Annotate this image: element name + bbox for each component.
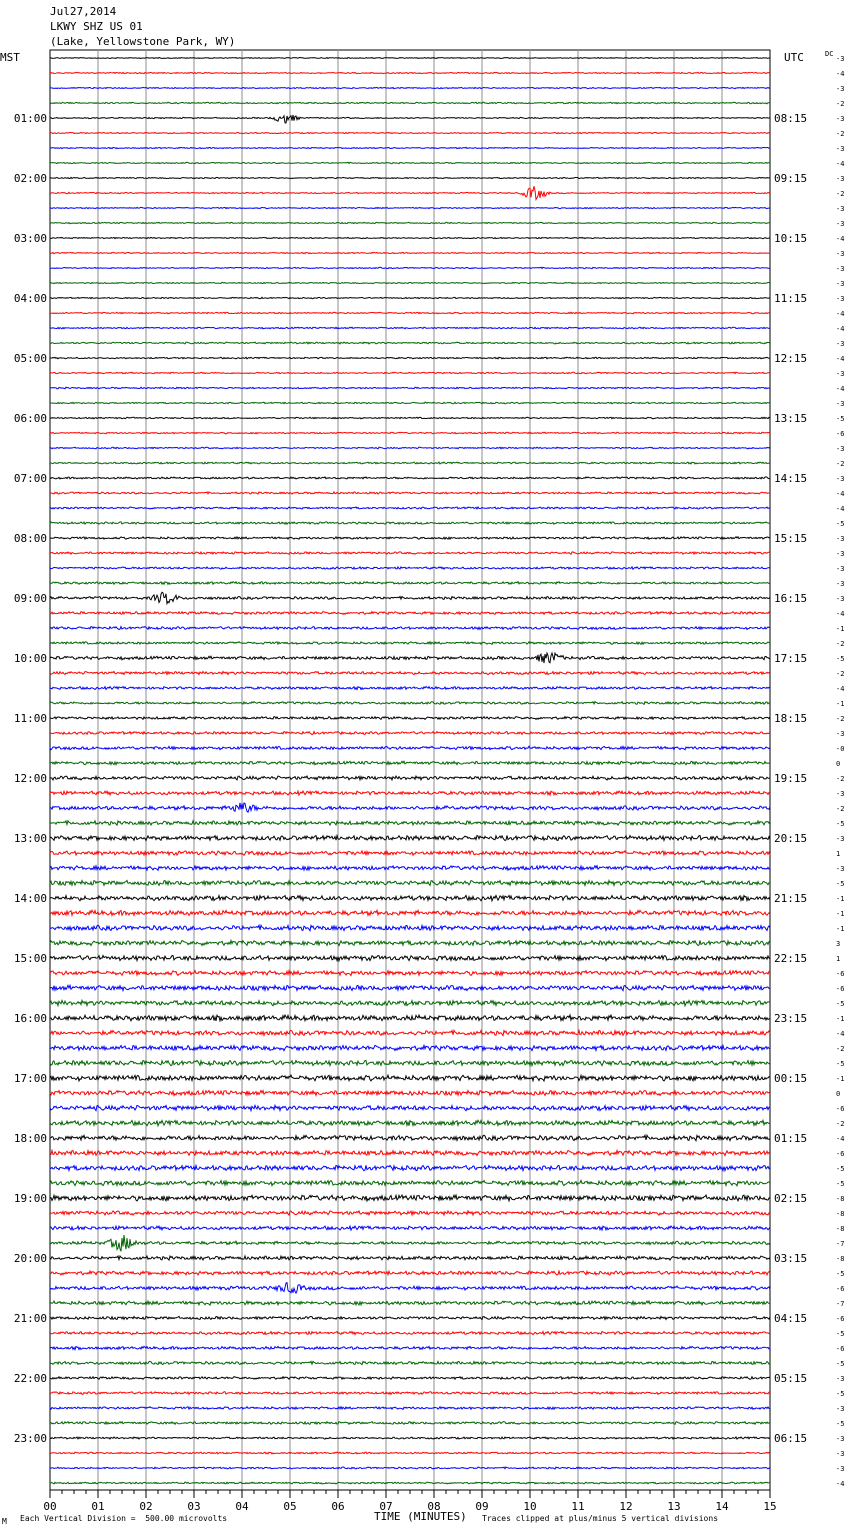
mst-hour-label: 17:00 bbox=[13, 1072, 47, 1085]
dc-offset-label: -6 bbox=[836, 1345, 845, 1353]
trace-row bbox=[50, 1091, 770, 1096]
dc-offset-label: -6 bbox=[836, 985, 845, 993]
x-tick-label: 09 bbox=[475, 1500, 489, 1513]
x-tick-label: 07 bbox=[379, 1500, 393, 1513]
traces bbox=[50, 58, 770, 1484]
dc-offset-label: -4 bbox=[836, 610, 845, 618]
trace-row bbox=[50, 1377, 770, 1380]
x-tick-label: 15 bbox=[763, 1500, 777, 1513]
trace-row bbox=[50, 312, 770, 314]
trace-row bbox=[50, 567, 770, 569]
dc-offset-label: -5 bbox=[836, 1270, 845, 1278]
utc-hour-label: 00:15 bbox=[774, 1072, 808, 1085]
dc-offset-label: -4 bbox=[836, 490, 845, 498]
utc-hour-label: 09:15 bbox=[774, 172, 808, 185]
dc-offset-label: -5 bbox=[836, 1420, 845, 1428]
dc-offset-label: -2 bbox=[836, 805, 845, 813]
utc-hour-label: 16:15 bbox=[774, 592, 808, 605]
x-tick-label: 03 bbox=[187, 1500, 201, 1513]
dc-offset-label: -0 bbox=[836, 745, 845, 753]
dc-offset-label: -4 bbox=[836, 385, 845, 393]
dc-offset-label: -8 bbox=[836, 1210, 845, 1218]
trace-row bbox=[50, 477, 770, 479]
x-tick-label: 04 bbox=[235, 1500, 249, 1513]
dc-offset-label: -3 bbox=[836, 445, 845, 453]
dc-offset-label: -3 bbox=[836, 115, 845, 123]
trace-row bbox=[50, 1151, 770, 1156]
dc-offset-label: -3 bbox=[836, 370, 845, 378]
trace-row bbox=[50, 896, 770, 901]
dc-offset-label: -4 bbox=[836, 1480, 845, 1488]
trace-row bbox=[50, 237, 770, 238]
scale-note: Each Vertical Division = 500.00 microvolts bbox=[20, 1514, 228, 1523]
utc-hour-label: 11:15 bbox=[774, 292, 808, 305]
trace-row bbox=[50, 866, 770, 871]
dc-offset-label: -1 bbox=[836, 910, 845, 918]
dc-offset-label: -3 bbox=[836, 865, 845, 873]
dc-offset-label: -3 bbox=[836, 175, 845, 183]
clip-note: Traces clipped at plus/minus 5 vertical divisions bbox=[482, 1514, 719, 1523]
trace-row bbox=[50, 1283, 770, 1294]
trace-row bbox=[50, 910, 770, 915]
dc-offset-label: -5 bbox=[836, 1165, 845, 1173]
trace-row bbox=[50, 956, 770, 961]
mst-hour-label: 20:00 bbox=[13, 1252, 47, 1265]
trace-row bbox=[50, 1467, 770, 1469]
dc-offset-label: -3 bbox=[836, 1375, 845, 1383]
dc-offset-label: -3 bbox=[836, 340, 845, 348]
trace-row bbox=[50, 1180, 770, 1185]
trace-row bbox=[50, 162, 770, 163]
dc-offset-label: -3 bbox=[836, 295, 845, 303]
dc-offset-label: -3 bbox=[836, 280, 845, 288]
trace-row bbox=[50, 186, 770, 199]
trace-row bbox=[50, 177, 770, 178]
dc-offset-label: -3 bbox=[836, 730, 845, 738]
dc-offset-label: -5 bbox=[836, 820, 845, 828]
mst-hour-label: 16:00 bbox=[13, 1012, 47, 1025]
trace-row bbox=[50, 1060, 770, 1065]
trace-row bbox=[50, 507, 770, 509]
utc-hour-label: 02:15 bbox=[774, 1192, 808, 1205]
trace-row bbox=[50, 522, 770, 524]
trace-row bbox=[50, 372, 770, 374]
utc-hour-label: 15:15 bbox=[774, 532, 808, 545]
dc-offset-label: -3 bbox=[836, 1405, 845, 1413]
dc-offset-label: -2 bbox=[836, 670, 845, 678]
utc-hour-label: 19:15 bbox=[774, 772, 808, 785]
trace-row bbox=[50, 132, 770, 133]
trace-row bbox=[50, 776, 770, 780]
mst-hour-label: 15:00 bbox=[13, 952, 47, 965]
trace-row bbox=[50, 925, 770, 931]
x-tick-label: 14 bbox=[715, 1500, 729, 1513]
mst-hour-label: 04:00 bbox=[13, 292, 47, 305]
dc-offset-label: -1 bbox=[836, 700, 845, 708]
dc-offset-label: -3 bbox=[836, 250, 845, 258]
mst-hour-label: 18:00 bbox=[13, 1132, 47, 1145]
location-label: (Lake, Yellowstone Park, WY) bbox=[50, 35, 236, 48]
trace-row bbox=[50, 851, 770, 855]
mst-hour-label: 19:00 bbox=[13, 1192, 47, 1205]
dc-offset-label: -3 bbox=[836, 1435, 845, 1443]
trace-row bbox=[50, 1332, 770, 1335]
dc-offset-label: -5 bbox=[836, 1060, 845, 1068]
dc-offset-label: -2 bbox=[836, 715, 845, 723]
dc-offset-label: -4 bbox=[836, 235, 845, 243]
trace-row bbox=[50, 1346, 770, 1349]
trace-row bbox=[50, 702, 770, 705]
dc-header: DC bbox=[825, 50, 834, 58]
trace-row bbox=[50, 1407, 770, 1410]
trace-row bbox=[50, 1075, 770, 1081]
dc-offset-label: -4 bbox=[836, 1135, 845, 1143]
dc-offset-label: -4 bbox=[836, 70, 845, 78]
dc-offset-label: -2 bbox=[836, 190, 845, 198]
dc-offset-label: -6 bbox=[836, 1150, 845, 1158]
trace-row bbox=[50, 267, 770, 268]
dc-offset-label: -2 bbox=[836, 130, 845, 138]
x-tick-label: 08 bbox=[427, 1500, 441, 1513]
utc-hour-label: 14:15 bbox=[774, 472, 808, 485]
dc-offset-label: -6 bbox=[836, 1315, 845, 1323]
trace-row bbox=[50, 941, 770, 946]
utc-hour-label: 03:15 bbox=[774, 1252, 808, 1265]
x-axis-title: TIME (MINUTES) bbox=[374, 1510, 467, 1523]
x-tick-label: 02 bbox=[139, 1500, 153, 1513]
dc-offset-label: -3 bbox=[836, 265, 845, 273]
dc-offset-label: -5 bbox=[836, 880, 845, 888]
trace-row bbox=[50, 761, 770, 764]
trace-row bbox=[50, 653, 770, 663]
trace-row bbox=[50, 1316, 770, 1319]
trace-row bbox=[50, 402, 770, 404]
dc-offset-label: -1 bbox=[836, 1075, 845, 1083]
trace-row bbox=[50, 1235, 770, 1251]
trace-row bbox=[50, 1120, 770, 1126]
dc-offset-label: -4 bbox=[836, 160, 845, 168]
dc-offset-label: -7 bbox=[836, 1240, 845, 1248]
mst-hour-label: 06:00 bbox=[13, 412, 47, 425]
mst-hour-label: 10:00 bbox=[13, 652, 47, 665]
trace-row bbox=[50, 115, 770, 123]
trace-row bbox=[50, 387, 770, 389]
dc-offset-label: -4 bbox=[836, 310, 845, 318]
dc-offset-label: -3 bbox=[836, 535, 845, 543]
dc-offset-label: -3 bbox=[836, 205, 845, 213]
trace-row bbox=[50, 1195, 770, 1201]
trace-row bbox=[50, 687, 770, 690]
dc-offset-label: -2 bbox=[836, 775, 845, 783]
dc-offset-label: -7 bbox=[836, 1300, 845, 1308]
mst-hour-label: 21:00 bbox=[13, 1312, 47, 1325]
dc-offset-label: -2 bbox=[836, 460, 845, 468]
dc-offset-label: 1 bbox=[836, 955, 841, 963]
trace-row bbox=[50, 821, 770, 825]
mst-hour-label: 09:00 bbox=[13, 592, 47, 605]
dc-offset-label: -5 bbox=[836, 655, 845, 663]
utc-hour-label: 05:15 bbox=[774, 1372, 808, 1385]
trace-row bbox=[50, 985, 770, 990]
dc-offset-label: -3 bbox=[836, 400, 845, 408]
trace-row bbox=[50, 222, 770, 223]
dc-offset-label: -3 bbox=[836, 565, 845, 573]
dc-offset-label: -8 bbox=[836, 1225, 845, 1233]
utc-hour-label: 01:15 bbox=[774, 1132, 808, 1145]
trace-row bbox=[50, 1030, 770, 1035]
dc-offset-label: -5 bbox=[836, 1330, 845, 1338]
trace-row bbox=[50, 627, 770, 630]
x-tick-label: 06 bbox=[331, 1500, 345, 1513]
trace-row bbox=[50, 1422, 770, 1425]
trace-row bbox=[50, 207, 770, 208]
trace-row bbox=[50, 537, 770, 539]
trace-row bbox=[50, 1105, 770, 1110]
trace-row bbox=[50, 717, 770, 720]
utc-hour-label: 13:15 bbox=[774, 412, 808, 425]
dc-offset-label: -3 bbox=[836, 145, 845, 153]
trace-row bbox=[50, 58, 770, 59]
trace-row bbox=[50, 881, 770, 886]
trace-row bbox=[50, 87, 770, 88]
trace-row bbox=[50, 102, 770, 104]
mst-hour-label: 11:00 bbox=[13, 712, 47, 725]
x-tick-label: 12 bbox=[619, 1500, 633, 1513]
dc-offset-label: -1 bbox=[836, 925, 845, 933]
trace-row bbox=[50, 252, 770, 253]
trace-row bbox=[50, 417, 770, 419]
trace-row bbox=[50, 1482, 770, 1484]
dc-offset-label: -5 bbox=[836, 415, 845, 423]
trace-row bbox=[50, 1165, 770, 1170]
mst-hour-label: 03:00 bbox=[13, 232, 47, 245]
x-tick-label: 10 bbox=[523, 1500, 537, 1513]
trace-row bbox=[50, 1452, 770, 1454]
utc-hour-label: 23:15 bbox=[774, 1012, 808, 1025]
trace-row bbox=[50, 1271, 770, 1275]
mst-hour-label: 01:00 bbox=[13, 112, 47, 125]
dc-offset-label: -5 bbox=[836, 1180, 845, 1188]
utc-hour-label: 06:15 bbox=[774, 1432, 808, 1445]
utc-hour-label: 08:15 bbox=[774, 112, 808, 125]
trace-row bbox=[50, 746, 770, 750]
dc-offset-label: -4 bbox=[836, 505, 845, 513]
dc-offset-label: 1 bbox=[836, 850, 841, 858]
trace-row bbox=[50, 552, 770, 554]
dc-offset-label: -3 bbox=[836, 85, 845, 93]
trace-row bbox=[50, 1045, 770, 1050]
mst-hour-label: 02:00 bbox=[13, 172, 47, 185]
mst-hour-label: 08:00 bbox=[13, 532, 47, 545]
mst-hour-label: 05:00 bbox=[13, 352, 47, 365]
trace-row bbox=[50, 327, 770, 329]
trace-row bbox=[50, 297, 770, 298]
trace-row bbox=[50, 642, 770, 645]
dc-offset-label: 0 bbox=[836, 1090, 841, 1098]
dc-offset-label: -2 bbox=[836, 1045, 845, 1053]
left-timezone-label: MST bbox=[0, 51, 20, 64]
trace-row bbox=[50, 612, 770, 615]
trace-row bbox=[50, 1211, 770, 1215]
dc-offset-label: -5 bbox=[836, 520, 845, 528]
mst-hour-label: 07:00 bbox=[13, 472, 47, 485]
trace-row bbox=[50, 462, 770, 464]
right-timezone-label: UTC bbox=[784, 51, 804, 64]
trace-row bbox=[50, 1392, 770, 1395]
utc-hour-label: 21:15 bbox=[774, 892, 808, 905]
dc-offset-label: -8 bbox=[836, 1195, 845, 1203]
utc-hour-label: 18:15 bbox=[774, 712, 808, 725]
dc-offset-label: -4 bbox=[836, 325, 845, 333]
dc-offset-label: -2 bbox=[836, 1120, 845, 1128]
corner-mark: M bbox=[2, 1517, 7, 1526]
dc-offset-label: -4 bbox=[836, 1030, 845, 1038]
trace-row bbox=[50, 432, 770, 434]
dc-offset-label: -3 bbox=[836, 790, 845, 798]
dc-offset-label: -3 bbox=[836, 55, 845, 63]
dc-offset-label: -6 bbox=[836, 1285, 845, 1293]
date-label: Jul27,2014 bbox=[50, 5, 117, 18]
trace-row bbox=[50, 791, 770, 795]
x-tick-label: 01 bbox=[91, 1500, 105, 1513]
mst-hour-label: 12:00 bbox=[13, 772, 47, 785]
dc-offset-label: -3 bbox=[836, 550, 845, 558]
trace-row bbox=[50, 342, 770, 344]
trace-row bbox=[50, 147, 770, 148]
trace-row bbox=[50, 803, 770, 812]
trace-row bbox=[50, 1135, 770, 1141]
dc-offset-label: 3 bbox=[836, 940, 841, 948]
trace-row bbox=[50, 492, 770, 494]
dc-offset-label: -2 bbox=[836, 640, 845, 648]
utc-hour-label: 20:15 bbox=[774, 832, 808, 845]
utc-hour-label: 17:15 bbox=[774, 652, 808, 665]
dc-offset-label: -1 bbox=[836, 895, 845, 903]
dc-offset-label: -8 bbox=[836, 1255, 845, 1263]
mst-hour-label: 13:00 bbox=[13, 832, 47, 845]
trace-row bbox=[50, 836, 770, 841]
utc-hour-label: 10:15 bbox=[774, 232, 808, 245]
dc-offset-label: -6 bbox=[836, 970, 845, 978]
dc-offset-label: -1 bbox=[836, 1015, 845, 1023]
dc-offset-label: -5 bbox=[836, 1390, 845, 1398]
x-tick-label: 11 bbox=[571, 1500, 585, 1513]
dc-offset-label: -3 bbox=[836, 835, 845, 843]
x-tick-label: 05 bbox=[283, 1500, 297, 1513]
dc-offset-label: -6 bbox=[836, 430, 845, 438]
dc-offset-label: 0 bbox=[836, 760, 841, 768]
dc-offset-label: -3 bbox=[836, 580, 845, 588]
trace-row bbox=[50, 1000, 770, 1005]
mst-hour-label: 22:00 bbox=[13, 1372, 47, 1385]
trace-row bbox=[50, 582, 770, 585]
trace-row bbox=[50, 282, 770, 283]
trace-row bbox=[50, 1015, 770, 1021]
trace-row bbox=[50, 971, 770, 976]
x-tick-label: 00 bbox=[43, 1500, 57, 1513]
dc-offset-label: -5 bbox=[836, 1360, 845, 1368]
dc-offset-label: -1 bbox=[836, 625, 845, 633]
dc-offset-label: -4 bbox=[836, 685, 845, 693]
trace-row bbox=[50, 72, 770, 73]
dc-offset-label: -3 bbox=[836, 1450, 845, 1458]
mst-hour-label: 23:00 bbox=[13, 1432, 47, 1445]
dc-offset-label: -3 bbox=[836, 1465, 845, 1473]
dc-offset-label: -4 bbox=[836, 355, 845, 363]
trace-row bbox=[50, 1226, 770, 1230]
trace-row bbox=[50, 671, 770, 674]
trace-row bbox=[50, 1301, 770, 1305]
utc-hour-label: 12:15 bbox=[774, 352, 808, 365]
trace-row bbox=[50, 1256, 770, 1260]
dc-offset-label: -3 bbox=[836, 220, 845, 228]
mst-hour-label: 14:00 bbox=[13, 892, 47, 905]
dc-offset-label: -6 bbox=[836, 1105, 845, 1113]
dc-offset-label: -3 bbox=[836, 595, 845, 603]
trace-row bbox=[50, 1437, 770, 1439]
trace-row bbox=[50, 592, 770, 603]
trace-row bbox=[50, 732, 770, 735]
dc-offset-label: -2 bbox=[836, 100, 845, 108]
utc-hour-label: 22:15 bbox=[774, 952, 808, 965]
station-label: LKWY SHZ US 01 bbox=[50, 20, 143, 33]
trace-row bbox=[50, 357, 770, 359]
x-tick-label: 13 bbox=[667, 1500, 681, 1513]
trace-row bbox=[50, 1361, 770, 1364]
utc-hour-label: 04:15 bbox=[774, 1312, 808, 1325]
dc-offset-label: -5 bbox=[836, 1000, 845, 1008]
trace-row bbox=[50, 447, 770, 449]
dc-offset-label: -3 bbox=[836, 475, 845, 483]
